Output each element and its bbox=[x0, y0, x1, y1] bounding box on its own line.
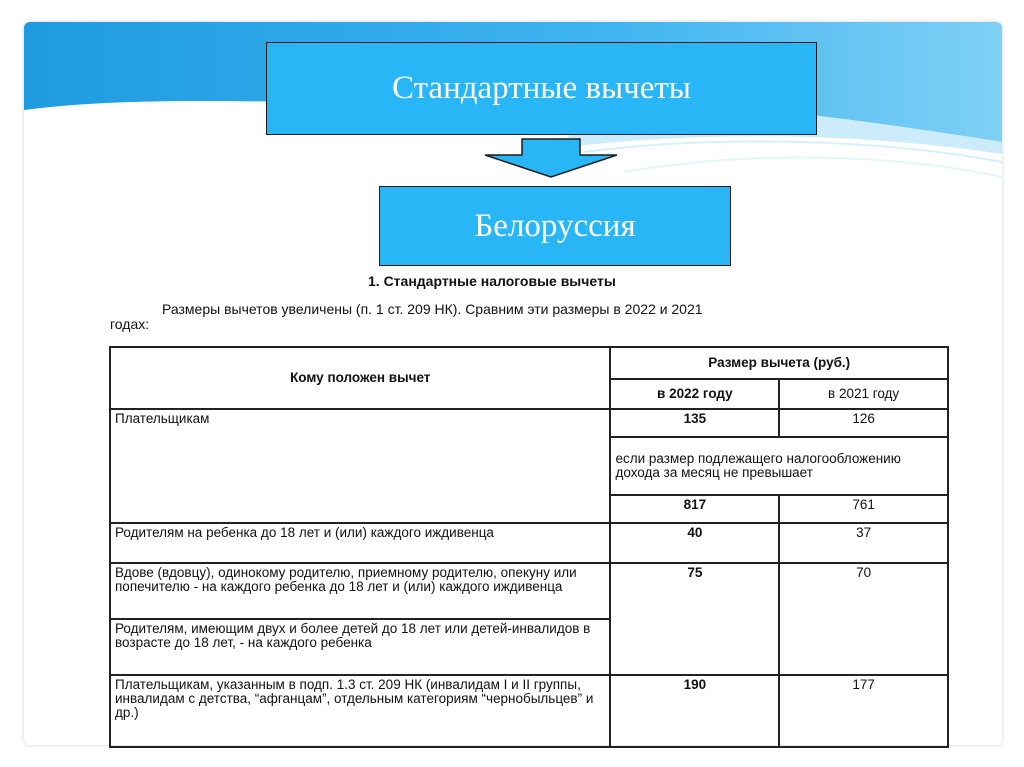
intro-line-2: годах: bbox=[110, 316, 150, 332]
header-who: Кому положен вычет bbox=[110, 347, 610, 409]
slide-subtitle: Белоруссия bbox=[379, 186, 731, 266]
down-arrow-icon bbox=[484, 138, 618, 178]
row-who: Родителям, имеющим двух и более детей до 18 лет или детей-инвалидов в возрасте до 18 лет, - на каждого ребенка bbox=[110, 619, 610, 675]
row-value-2022: 817 bbox=[610, 495, 779, 523]
document-intro bbox=[110, 302, 980, 332]
table-row bbox=[110, 675, 948, 747]
row-who: Плательщикам, указанным в подп. 1.3 ст. 209 НК (инвалидам I и II группы, инвалидам с детства, “афганцам”, отдельным категориям “чернобыльцев” и др.) bbox=[110, 675, 610, 747]
row-value-2022: 135 bbox=[610, 409, 779, 437]
row-who: Плательщикам bbox=[110, 409, 610, 523]
row-value-2021: 761 bbox=[779, 495, 948, 523]
table-row bbox=[110, 563, 948, 619]
deduction-table bbox=[109, 346, 949, 748]
row-value-2021: 177 bbox=[779, 675, 948, 747]
row-who: Родителям на ребенка до 18 лет и (или) каждого иждивенца bbox=[110, 523, 610, 563]
row-value-2021: 70 bbox=[779, 563, 948, 675]
row-value-2021: 37 bbox=[779, 523, 948, 563]
slide-title: Стандартные вычеты bbox=[266, 42, 817, 135]
document-heading: 1. Стандартные налоговые вычеты bbox=[368, 273, 616, 289]
row-value-2021: 126 bbox=[779, 409, 948, 437]
table-row bbox=[110, 409, 948, 437]
row-value-2022: 190 bbox=[610, 675, 779, 747]
table-header-row bbox=[110, 347, 948, 379]
row-value-2022: 75 bbox=[610, 563, 779, 675]
table-row bbox=[110, 523, 948, 563]
header-2022: в 2022 году bbox=[610, 379, 779, 409]
row-condition: если размер подлежащего налогообложению дохода за месяц не превышает bbox=[610, 437, 948, 495]
row-who: Вдове (вдовцу), одинокому родителю, приемному родителю, опекуну или попечителю - на каждого ребенка до 18 лет и (или) каждого иждивенца bbox=[110, 563, 610, 619]
row-value-2022: 40 bbox=[610, 523, 779, 563]
header-size: Размер вычета (руб.) bbox=[610, 347, 948, 379]
header-2021: в 2021 году bbox=[779, 379, 948, 409]
intro-line-1: Размеры вычетов увеличены (п. 1 ст. 209 НК). Сравним эти размеры в 2022 и 2021 bbox=[162, 301, 703, 317]
